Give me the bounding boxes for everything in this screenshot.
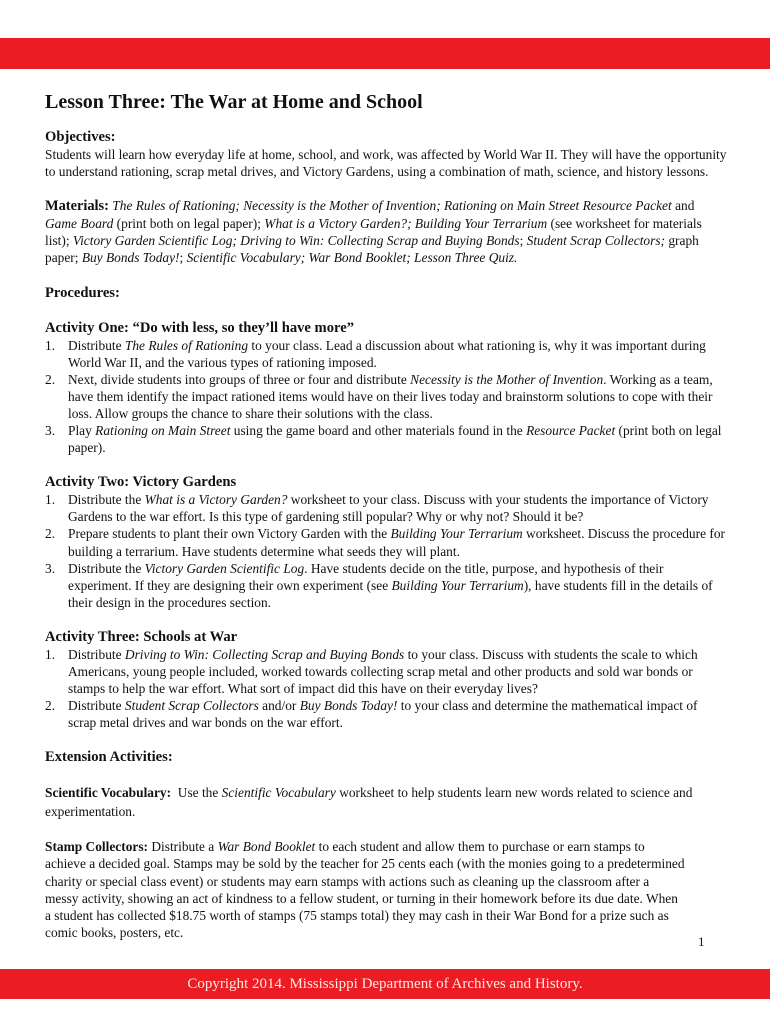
item-text: using the game board and other materials found in the — [230, 423, 527, 439]
item-title: Student Scrap Collectors — [124, 698, 259, 714]
item-text: Prepare students to plant their own Victory Garden with the — [68, 526, 391, 542]
item-title: Building Your Terrarium — [391, 577, 524, 593]
list-item — [45, 371, 728, 422]
list-number: 2. — [45, 526, 56, 542]
item-text: Distribute — [68, 337, 125, 353]
item-text: worksheet. Discuss the procedure for building a terrarium. Have students determine what seeds they will plant. — [68, 526, 725, 559]
materials-item: Buy Bonds Today! — [81, 250, 180, 266]
list-number: 2. — [45, 698, 56, 714]
page-number: 1 — [698, 934, 705, 949]
stamp-text: to each student and allow them to purchase or earn stamps to achieve a decided goal. Stamps may be sold by the teacher for 25 cents each (with the monies going to a predetermined charity or special class event) or students may earn stamps with actions such as cleaning up the classroom after a messy activity, showing an act of kindness to a fellow student, or turning in their homework before its due date. When a student has collected $18.75 worth of stamps (75 stamps total) they may cash in their War Bond for a prize such as comic books, posters, etc. — [45, 839, 685, 940]
materials-item: Scientific Vocabulary; War Bond Booklet; Lesson Three Quiz. — [186, 250, 518, 266]
item-title: The Rules of Rationing — [124, 337, 249, 353]
vocab-text: Use the — [171, 785, 222, 801]
scientific-vocabulary-paragraph — [45, 783, 728, 821]
activity-two-heading: Activity Two: Victory Gardens — [45, 474, 237, 491]
item-text: . Working as a team, have them identify the impact rationed items would have on their lives today and brainstorm solutions to cope with their loss. Allow groups the chance to share their solutions with the class. — [68, 371, 713, 421]
item-text: to your class and determine the mathematical impact of scrap metal drives and war bonds on the war effort. — [68, 698, 698, 731]
activity-one-heading: Activity One: “Do with less, so they’ll have more” — [45, 319, 354, 336]
list-item — [45, 525, 728, 559]
materials-text: (see worksheet for materials list); — [45, 216, 702, 249]
item-title: Rationing on Main Street — [95, 423, 231, 439]
list-number: 1. — [45, 337, 56, 353]
stamp-label: Stamp Collectors: — [45, 839, 149, 855]
vocab-title: Scientific Vocabulary — [221, 785, 336, 801]
list-number: 3. — [45, 423, 56, 439]
header-color-bar — [0, 38, 770, 69]
item-text: Distribute the — [68, 560, 145, 576]
list-item — [45, 422, 728, 456]
materials-item: Game Board — [45, 216, 114, 232]
item-text: Distribute — [68, 698, 125, 714]
procedures-heading: Procedures: — [45, 284, 120, 301]
footer-copyright: Copyright 2014. Mississippi Department of Archives and History. — [0, 969, 770, 999]
item-text: Distribute — [68, 646, 125, 662]
materials-text: and — [671, 198, 695, 214]
item-text: (print both on legal paper). — [68, 423, 722, 456]
item-text: ), have students fill in the details of their design in the procedures section. — [68, 577, 713, 610]
item-text: and/or — [258, 698, 300, 714]
activity-two-list — [45, 491, 728, 611]
page-title: Lesson Three: The War at Home and School — [45, 91, 423, 113]
list-item — [45, 337, 728, 371]
list-item — [45, 697, 728, 731]
stamp-collectors-paragraph — [45, 838, 685, 941]
extension-heading: Extension Activities: — [45, 749, 173, 766]
list-item — [45, 560, 728, 611]
item-title: What is a Victory Garden? — [144, 492, 288, 508]
list-number: 2. — [45, 371, 56, 387]
materials-text: (print both on legal paper); — [113, 216, 265, 232]
list-number: 1. — [45, 646, 56, 662]
objectives-text: Students will learn how everyday life at home, school, and work, was affected by World War II. They will have the opportunity to understand rationing, scrap metal drives, and Victory Gardens, using a combination of math, science, and history lessons. — [45, 147, 727, 180]
lesson-content — [45, 90, 728, 941]
materials-item: The Rules of Rationing; Necessity is the Mother of Invention; Rationing on Main Street Resource Packet — [112, 198, 672, 214]
materials-text: ; — [519, 233, 527, 249]
materials-item: What is a Victory Garden?; Building Your Terrarium — [264, 216, 548, 232]
item-text: to your class. Discuss with students the scale to which Americans, young people included, worked towards collecting scrap metal and other products and sold war bonds or stamps to help the war effort. What sort of impact did this have on their everyday lives? — [68, 646, 698, 697]
item-title: Buy Bonds Today! — [299, 698, 398, 714]
materials-paragraph — [45, 197, 728, 266]
item-text: worksheet to your class. Discuss with your students the importance of Victory Gardens to the war effort. Is this type of gardening still popular? Why or why not? Should it be? — [68, 492, 709, 525]
item-title: Resource Packet — [526, 423, 616, 439]
activity-three-list — [45, 646, 728, 731]
stamp-title: War Bond Booklet — [217, 839, 316, 855]
vocab-label: Scientific Vocabulary: — [45, 785, 172, 801]
item-text: Distribute the — [68, 492, 145, 508]
item-text: Next, divide students into groups of three or four and distribute — [68, 371, 411, 387]
item-text: to your class. Lead a discussion about what rationing is, why it was important during World War II, and the various types of rationing imposed. — [68, 337, 706, 370]
item-title: Building Your Terrarium — [390, 526, 523, 542]
list-item — [45, 491, 728, 525]
activity-one-list — [45, 337, 728, 457]
activity-three-heading: Activity Three: Schools at War — [45, 628, 238, 645]
list-number: 1. — [45, 492, 56, 508]
item-text: . Have students decide on the title, purpose, and hypothesis of their experiment. If they are designing their own experiment (see — [68, 560, 664, 593]
materials-label: Materials: — [45, 198, 109, 215]
materials-text: ; — [179, 250, 187, 266]
objectives-heading: Objectives: — [45, 129, 116, 145]
item-text: Play — [68, 423, 96, 439]
item-title: Victory Garden Scientific Log — [144, 560, 305, 576]
materials-text: graph paper; — [45, 233, 699, 266]
item-title: Necessity is the Mother of Invention — [410, 371, 604, 387]
item-title: Driving to Win: Collecting Scrap and Buying Bonds — [124, 646, 405, 662]
list-item — [45, 646, 728, 697]
stamp-text: Distribute a — [148, 839, 218, 855]
list-number: 3. — [45, 560, 56, 576]
materials-item: Victory Garden Scientific Log; Driving to Win: Collecting Scrap and Buying Bonds — [72, 233, 520, 249]
materials-item: Student Scrap Collectors; — [526, 233, 665, 249]
vocab-text: worksheet to help students learn new words related to science and experimentation. — [45, 785, 693, 820]
